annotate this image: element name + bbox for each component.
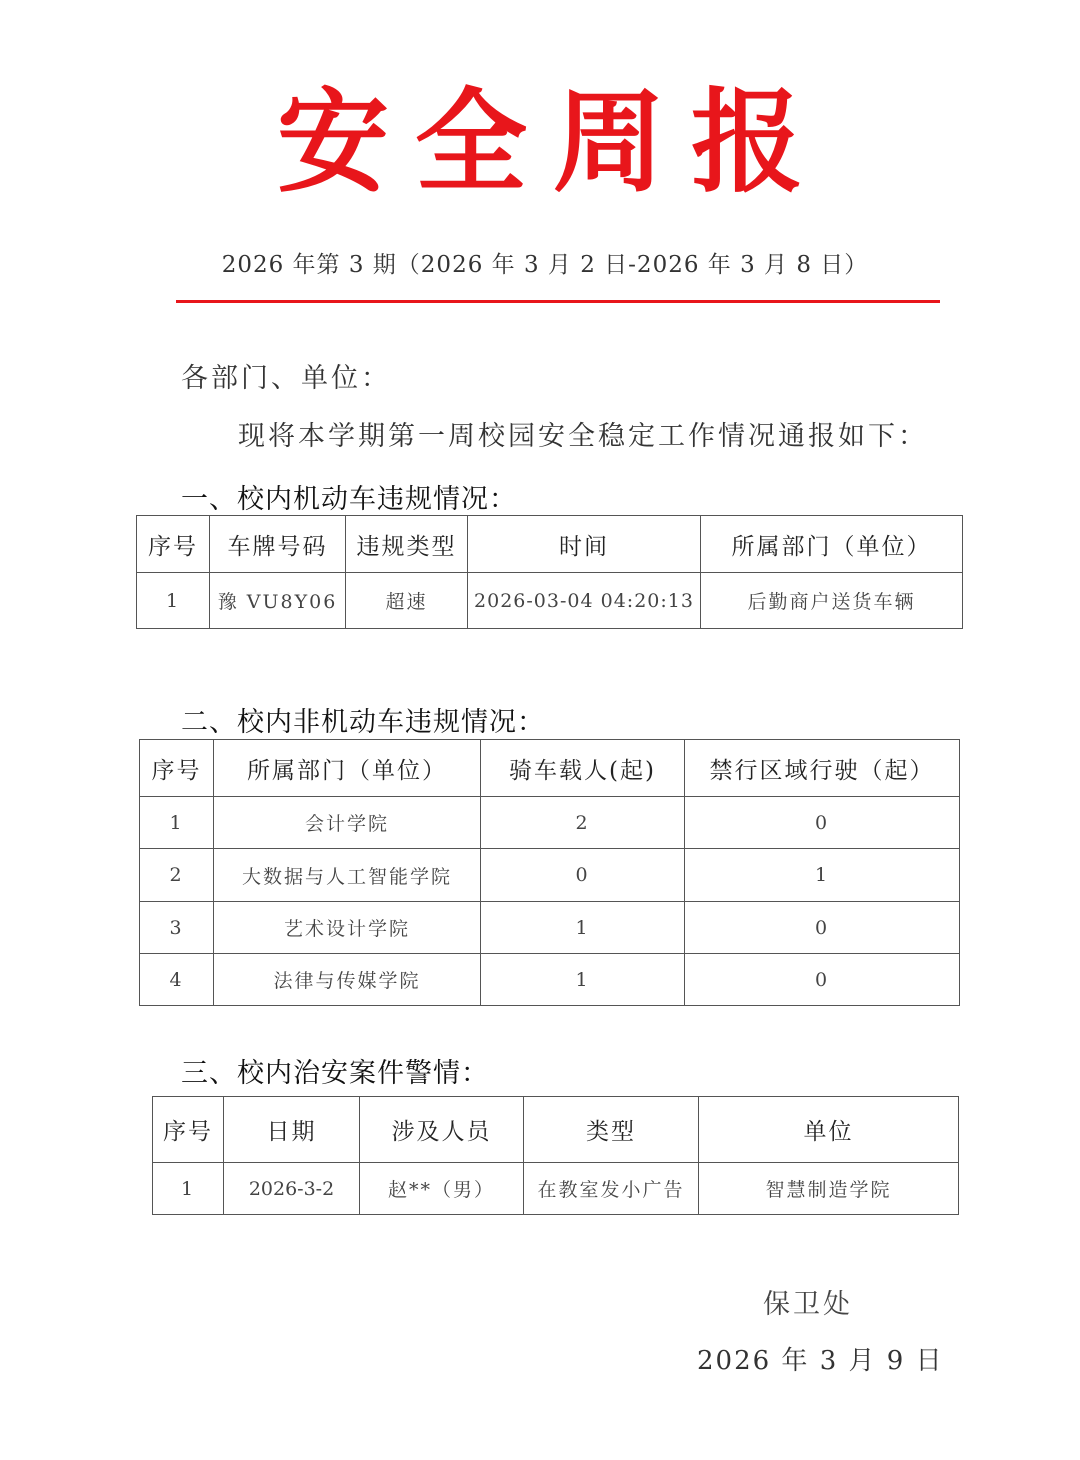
table-cell: 后勤商户送货车辆	[701, 573, 963, 629]
table-cell: 赵**（男）	[360, 1163, 524, 1215]
table-row	[140, 954, 960, 1006]
table-cell: 1	[137, 573, 210, 629]
table-cell: 大数据与人工智能学院	[214, 849, 481, 902]
section-title-security: 三、校内治安案件警情：	[181, 1058, 489, 1089]
table-row	[140, 797, 960, 849]
header-cell: 违规类型	[346, 516, 468, 573]
red-divider	[176, 300, 940, 303]
table-cell: 2	[481, 797, 685, 849]
table-cell: 会计学院	[214, 797, 481, 849]
table-cell: 1	[481, 902, 685, 954]
header-cell: 序号	[153, 1097, 224, 1163]
table-cell: 1	[153, 1163, 224, 1215]
header-cell: 日期	[224, 1097, 360, 1163]
table-cell: 艺术设计学院	[214, 902, 481, 954]
header-cell: 禁行区域行驶（起）	[685, 740, 960, 797]
section-title-motor: 一、校内机动车违规情况：	[181, 484, 517, 515]
table-cell: 0	[685, 954, 960, 1006]
table-row	[137, 573, 963, 629]
header-cell: 类型	[524, 1097, 699, 1163]
header-cell: 序号	[137, 516, 210, 573]
table-cell: 2026-3-2	[224, 1163, 360, 1215]
header-cell: 所属部门（单位）	[214, 740, 481, 797]
table-cell: 0	[685, 797, 960, 849]
header-cell: 涉及人员	[360, 1097, 524, 1163]
header-cell: 单位	[699, 1097, 959, 1163]
table-cell: 0	[685, 902, 960, 954]
section-title-nonmotor: 二、校内非机动车违规情况：	[181, 707, 545, 738]
table-cell: 法律与传媒学院	[214, 954, 481, 1006]
table-row	[153, 1163, 959, 1215]
intro-paragraph: 现将本学期第一周校园安全稳定工作情况通报如下：	[238, 421, 928, 452]
header-cell: 所属部门（单位）	[701, 516, 963, 573]
table-cell: 1	[685, 849, 960, 902]
nonmotor-violation-table	[139, 739, 960, 1006]
table-cell: 在教室发小广告	[524, 1163, 699, 1215]
salutation: 各部门、单位：	[181, 363, 391, 394]
table-header-row	[140, 740, 960, 797]
signature-office: 保卫处	[763, 1289, 853, 1320]
table-header-row	[153, 1097, 959, 1163]
header-cell: 序号	[140, 740, 214, 797]
table-cell: 超速	[346, 573, 468, 629]
security-incident-table	[152, 1096, 959, 1215]
table-cell: 3	[140, 902, 214, 954]
table-cell: 智慧制造学院	[699, 1163, 959, 1215]
table-header-row	[137, 516, 963, 573]
table-cell: 2	[140, 849, 214, 902]
table-row	[140, 849, 960, 902]
motor-violation-table	[136, 515, 963, 629]
issue-line: 2026 年第 3 期（2026 年 3 月 2 日-2026 年 3 月 8 日）	[221, 252, 869, 278]
header-cell: 骑车载人(起)	[481, 740, 685, 797]
table-cell: 2026-03-04 04:20:13	[468, 573, 701, 629]
header-cell: 车牌号码	[210, 516, 346, 573]
table-cell: 0	[481, 849, 685, 902]
table-cell: 1	[481, 954, 685, 1006]
masthead-title: 安全周报	[277, 78, 829, 208]
header-cell: 时间	[468, 516, 701, 573]
table-cell: 豫 VU8Y06	[210, 573, 346, 629]
table-cell: 1	[140, 797, 214, 849]
table-cell: 4	[140, 954, 214, 1006]
signature-date: 2026 年 3 月 9 日	[697, 1346, 944, 1376]
table-row	[140, 902, 960, 954]
